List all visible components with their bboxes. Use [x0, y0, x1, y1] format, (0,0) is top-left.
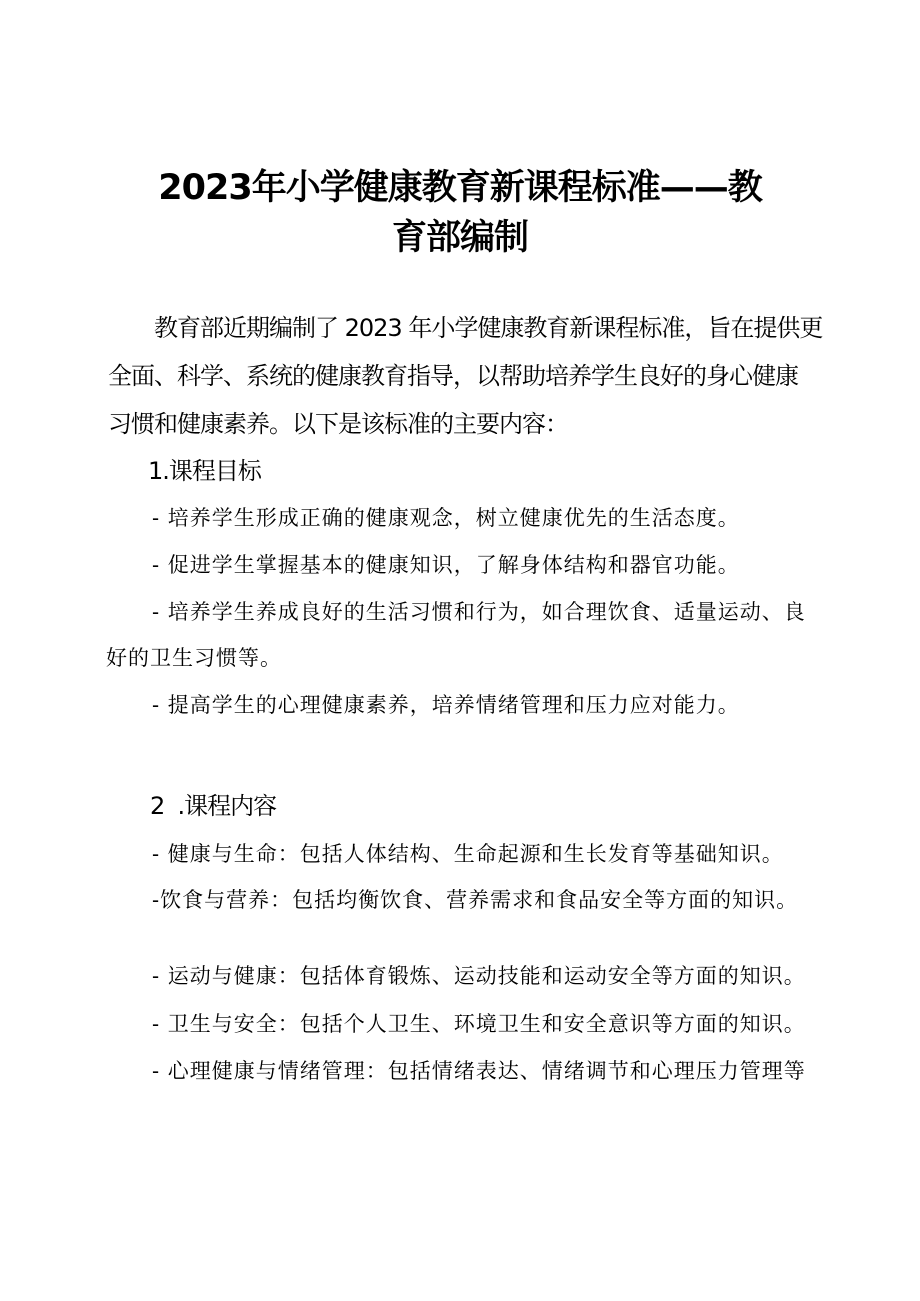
list-item: - 心理健康与情绪管理：包括情绪表达、情绪调节和心理压力管理等 — [152, 1059, 806, 1083]
list-item: - 卫生与安全：包括个人卫生、环境卫生和安全意识等方面的知识。 — [152, 1012, 806, 1036]
section-heading-course-goals: 1.课程目标 — [148, 457, 261, 485]
list-item: - 培养学生形成正确的健康观念，树立健康优先的生活态度。 — [152, 506, 740, 530]
list-item: -饮食与营养：包括均衡饮食、营养需求和食品安全等方面的知识。 — [152, 888, 799, 912]
intro-paragraph-line-1: 教育部近期编制了 2023 年小学健康教育新课程标准，旨在提供更 — [154, 314, 823, 342]
list-item: - 运动与健康：包括体育锻炼、运动技能和运动安全等方面的知识。 — [152, 964, 806, 988]
list-item: - 促进学生掌握基本的健康知识，了解身体结构和器官功能。 — [152, 553, 740, 577]
list-item: - 健康与生命：包括人体结构、生命起源和生长发育等基础知识。 — [152, 842, 784, 866]
intro-paragraph-line-3: 习惯和健康素养。以下是该标准的主要内容： — [108, 410, 568, 438]
list-item: - 培养学生养成良好的生活习惯和行为，如合理饮食、适量运动、良 — [152, 600, 806, 624]
list-item-continuation: 好的卫生习惯等。 — [106, 646, 282, 670]
document-title-line-1: 2023年小学健康教育新课程标准——教 — [158, 168, 762, 208]
list-item: - 提高学生的心理健康素养，培养情绪管理和压力应对能力。 — [152, 693, 740, 717]
document-title-line-2: 育部编制 — [391, 218, 528, 258]
intro-paragraph-line-2: 全面、科学、系统的健康教育指导，以帮助培养学生良好的身心健康 — [108, 362, 798, 390]
section-heading-course-content: 2 .课程内容 — [150, 792, 277, 820]
